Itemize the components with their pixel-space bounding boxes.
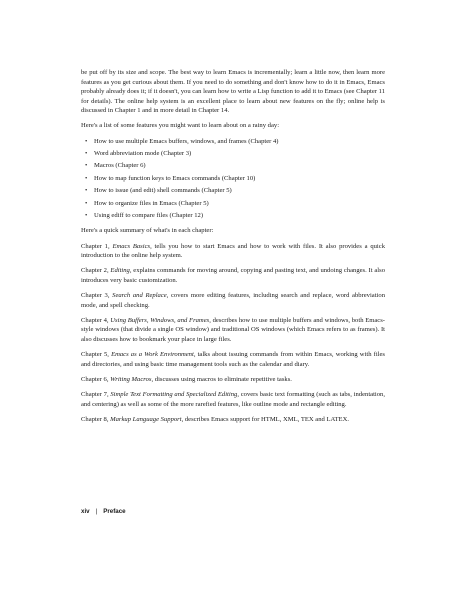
- list-item: • Macros (Chapter 6): [81, 161, 385, 171]
- chapter-title: Using Buffers, Windows, and Frames: [110, 316, 210, 324]
- chapter-title: Search and Replace: [112, 292, 167, 300]
- chapter-4-summary: [81, 316, 385, 345]
- chapter-6-summary: [81, 375, 385, 385]
- chapter-8-summary: [81, 415, 385, 425]
- section-name: Preface: [103, 508, 126, 515]
- chapter-label: Chapter 7,: [81, 391, 111, 399]
- chapter-5-summary: [81, 350, 385, 369]
- chapter-label: Chapter 6,: [81, 376, 111, 384]
- feature-list: [81, 137, 385, 221]
- chapter-description: , describes Emacs support for HTML, XML, TEX and LATEX.: [181, 416, 349, 424]
- chapter-description: , talks about issuing commands from within Emacs, working with files and directories, and using basic time management tools such as the calendar and diary.: [81, 351, 386, 368]
- list-item: • Word abbreviation mode (Chapter 3): [81, 149, 385, 159]
- list-item: • How to issue (and edit) shell commands (Chapter 5): [81, 186, 385, 196]
- chapter-label: Chapter 1,: [81, 242, 113, 250]
- chapter-description: , covers more editing features, including search and replace, word abbreviation mode, and spell checking.: [81, 292, 385, 309]
- chapter-label: Chapter 3,: [81, 292, 113, 300]
- summary-intro: Here's a quick summary of what's in each chapter:: [81, 227, 214, 235]
- page-number: xiv: [81, 508, 90, 515]
- list-item: • Using ediff to compare files (Chapter 12): [81, 211, 385, 221]
- page-footer: [81, 508, 126, 515]
- feature-list-intro: Here's a list of some features you might want to learn about on a rainy day:: [81, 122, 280, 130]
- chapter-title: Markup Language Support: [110, 416, 182, 424]
- chapter-description: , covers basic text formatting (such as tabs, indentation, and centering) as well as some of the more rarefied features, like outline mode and rectangle editing.: [81, 391, 385, 408]
- chapter-description: , tells you how to start Emacs and how to work with files. It also provides a quick introduction to the online help system.: [81, 242, 385, 260]
- chapter-label: Chapter 5,: [81, 351, 112, 359]
- chapter-label: Chapter 4,: [81, 316, 111, 324]
- chapter-2-summary: [81, 266, 385, 285]
- list-item: • How to use multiple Emacs buffers, windows, and frames (Chapter 4): [81, 137, 385, 147]
- chapter-description: , discusses using macros to eliminate repetitive tasks.: [151, 376, 292, 384]
- chapter-description: , explains commands for moving around, copying and pasting text, and undoing changes. It also introduces very basic customization.: [81, 267, 385, 284]
- page-body: [81, 68, 385, 430]
- chapter-title: Writing Macros: [110, 376, 152, 384]
- chapter-description: , describes how to use multiple buffers and windows, both Emacs-style windows (that divide a single OS window) and traditional OS windows (which Emacs refers to as frames). It also discusses how to bookmark your place in large files.: [81, 316, 385, 343]
- chapter-1-summary: [81, 242, 385, 261]
- list-item: • How to organize files in Emacs (Chapter 5): [81, 199, 385, 209]
- chapter-3-summary: [81, 291, 385, 310]
- chapter-title: Emacs Basics: [112, 242, 151, 250]
- list-item: • How to map function keys to Emacs commands (Chapter 10): [81, 174, 385, 184]
- intro-paragraph: be put off by its size and scope. The best way to learn Emacs is incrementally; learn a little now, then learn more features as you get curious about them. If you need to do something and don't know how to do it in Emacs, Emacs probably already does it; if it doesn't, you can learn how to write a Lisp function to add it to Emacs (see Chapter 11 for details). The online help system is an excellent place to learn about new features on the fly; online help is discussed in Chapter 1 and in more detail in Chapter 14.: [81, 69, 385, 114]
- chapter-7-summary: [81, 390, 385, 409]
- chapter-label: Chapter 8,: [81, 416, 111, 424]
- chapter-title: Editing: [110, 267, 130, 275]
- chapter-title: Simple Text Formatting and Specialized Editing: [110, 391, 238, 399]
- footer-separator: |: [95, 508, 98, 515]
- chapter-title: Emacs as a Work Environment: [111, 351, 194, 359]
- chapter-label: Chapter 2,: [81, 267, 111, 275]
